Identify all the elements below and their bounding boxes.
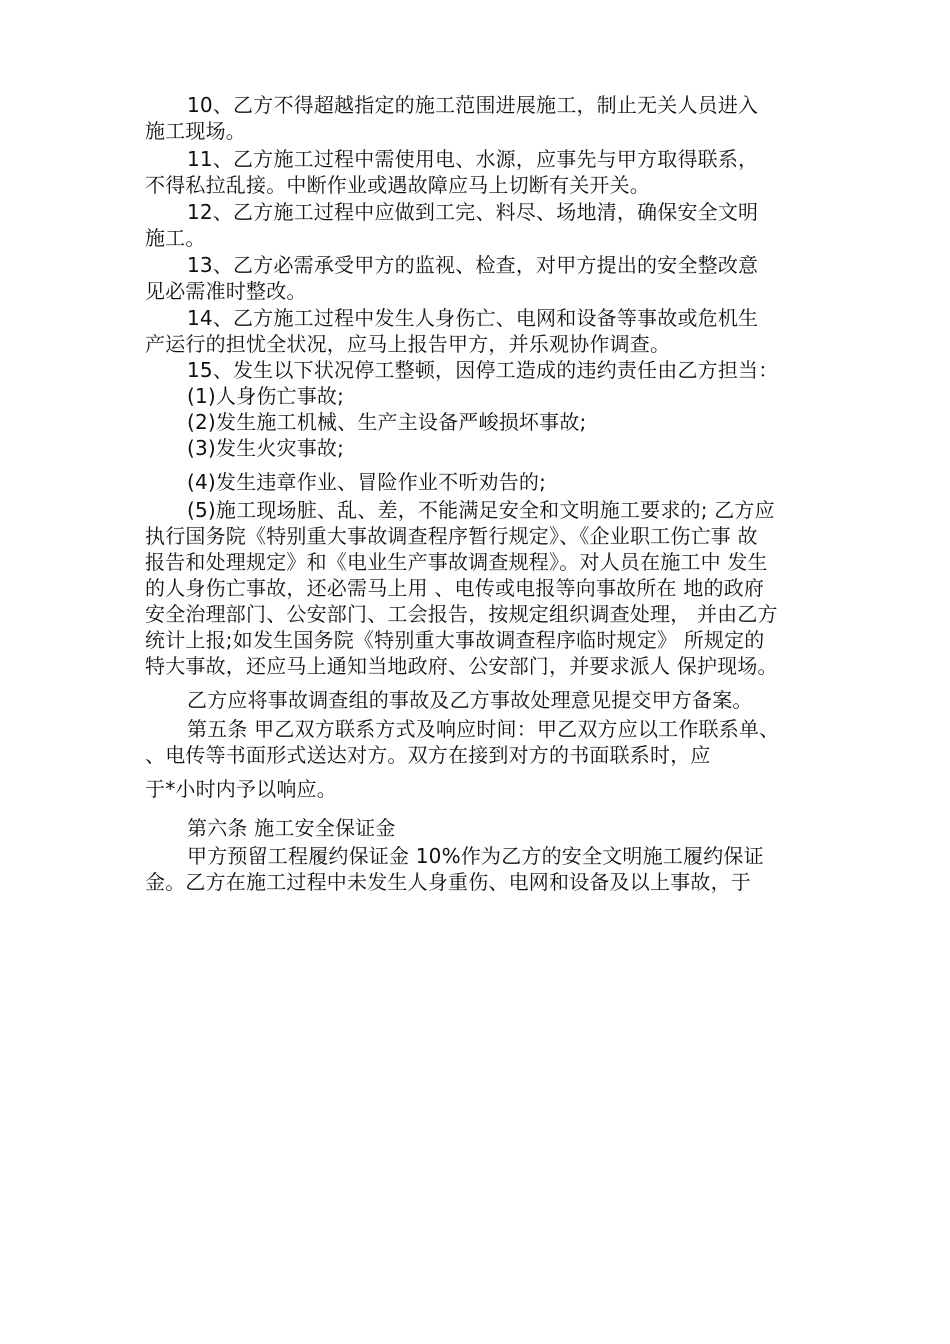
- text-line: 、电传等书面形式送达对方。双方在接到对方的书面联系时，应: [145, 743, 711, 767]
- text-line: 报告和处理规定》和《电业生产事故调查规程》。对人员在施工中 发生: [145, 550, 768, 574]
- text-line: (4)发生违章作业、冒险作业不听劝告的;: [187, 470, 547, 494]
- text-line: 10、乙方不得超越指定的施工范围进展施工，制止无关人员进入: [187, 93, 759, 117]
- text-line: 15、发生以下状况停工整顿，因停工造成的违约责任由乙方担当：: [187, 358, 779, 382]
- text-line: 的人身伤亡事故，还必需马上用 、电传或电报等向事故所在 地的政府: [145, 576, 765, 600]
- text-line: 见必需准时整改。: [145, 279, 307, 303]
- text-line: 于*小时内予以响应。: [145, 777, 337, 801]
- text-line: (2)发生施工机械、生产主设备严峻损坏事故;: [187, 410, 587, 434]
- text-line: 14、乙方施工过程中发生人身伤亡、电网和设备等事故或危机生: [187, 306, 759, 330]
- text-line: 不得私拉乱接。中断作业或遇故障应马上切断有关开关。: [145, 173, 650, 197]
- text-line: 执行国务院《特别重大事故调查程序暂行规定》、《企业职工伤亡事 故: [145, 524, 758, 548]
- text-line: (1)人身伤亡事故;: [187, 384, 345, 408]
- text-line: (5)施工现场脏、乱、差，不能满足安全和文明施工要求的; 乙方应: [187, 498, 775, 522]
- text-line: 安全治理部门、公安部门、工会报告，按规定组织调查处理， 并由乙方: [145, 602, 778, 626]
- text-line: 甲方预留工程履约保证金 10%作为乙方的安全文明施工履约保证: [187, 844, 764, 868]
- text-line: 11、乙方施工过程中需使用电、水源，应事先与甲方取得联系，: [187, 147, 759, 171]
- text-line: 特大事故，还应马上通知当地政府、公安部门，并要求派人 保护现场。: [145, 654, 778, 678]
- text-line: 乙方应将事故调查组的事故及乙方事故处理意见提交甲方备案。: [187, 688, 753, 712]
- text-line: 13、乙方必需承受甲方的监视、检查，对甲方提出的安全整改意: [187, 253, 759, 277]
- text-line: 产运行的担忧全状况，应马上报告甲方，并乐观协作调查。: [145, 332, 671, 356]
- text-line: 施工现场。: [145, 119, 246, 143]
- text-line: 第五条 甲乙双方联系方式及响应时间：甲乙双方应以工作联系单、: [187, 717, 780, 741]
- text-line: 金。乙方在施工过程中未发生人身重伤、电网和设备及以上事故，于: [145, 870, 751, 894]
- text-line: 第六条 施工安全保证金: [187, 816, 396, 840]
- text-line: (3)发生火灾事故;: [187, 436, 345, 460]
- text-line: 12、乙方施工过程中应做到工完、料尽、场地清，确保安全文明: [187, 200, 759, 224]
- text-line: 施工。: [145, 226, 206, 250]
- text-line: 统计上报;如发生国务院《特别重大事故调查程序临时规定》 所规定的: [145, 628, 765, 652]
